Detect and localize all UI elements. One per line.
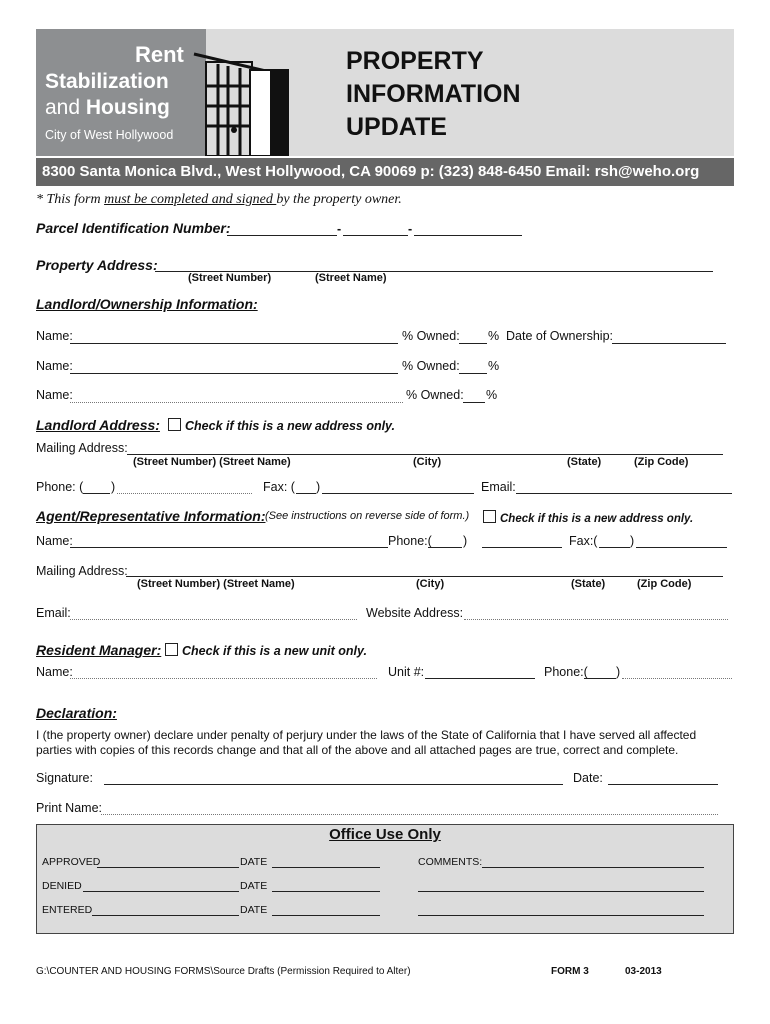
landlord-address-heading: Landlord Address: bbox=[36, 417, 160, 433]
caption-street-name: (Street Name) bbox=[315, 272, 387, 284]
footer-path: G:\COUNTER AND HOUSING FORMS\Source Drafts (Permission Required to Alter) bbox=[36, 966, 411, 977]
landlord-phone-area-field[interactable] bbox=[83, 493, 110, 494]
caption-city: (City) bbox=[416, 578, 445, 590]
resident-phone-paren: ) bbox=[616, 665, 621, 679]
landlord-fax-label: Fax: ( bbox=[263, 480, 295, 494]
checkbox-icon bbox=[165, 643, 178, 656]
building-icon bbox=[192, 48, 302, 156]
landlord-fax-paren: ) bbox=[316, 480, 321, 494]
caption-zip: (Zip Code) bbox=[634, 456, 689, 468]
owner3-owned-field[interactable] bbox=[463, 402, 485, 403]
entered-label: ENTERED bbox=[42, 904, 93, 916]
owner1-owned-field[interactable] bbox=[459, 343, 487, 344]
agent-fax-field[interactable] bbox=[636, 547, 727, 548]
contact-bar: 8300 Santa Monica Blvd., West Hollywood, CA 90069 p: (323) 848-6450 Email: rsh@weho.org bbox=[36, 158, 734, 186]
owner3-name-field[interactable] bbox=[70, 402, 403, 403]
resident-new-unit-checkbox[interactable]: Check if this is a new unit only. bbox=[165, 643, 367, 658]
owner1-owned-label: % Owned: bbox=[402, 329, 460, 343]
agent-email-field[interactable] bbox=[70, 619, 357, 620]
agent-phone-label: Phone:( bbox=[388, 534, 432, 548]
parcel-label: Parcel Identification Number: bbox=[36, 220, 231, 236]
print-name-field[interactable] bbox=[101, 814, 718, 815]
landlord-phone-label: Phone: ( bbox=[36, 480, 84, 494]
agent-website-label: Website Address: bbox=[366, 606, 464, 620]
parcel-field-3[interactable] bbox=[414, 235, 522, 236]
landlord-phone-paren: ) bbox=[111, 480, 116, 494]
print-name-label: Print Name: bbox=[36, 801, 102, 815]
approved-date-label: DATE bbox=[240, 856, 268, 868]
approved-label: APPROVED bbox=[42, 856, 101, 868]
resident-phone-area-field[interactable] bbox=[584, 678, 616, 679]
footer-form-date: 03-2013 bbox=[625, 966, 662, 977]
signature-label: Signature: bbox=[36, 771, 93, 785]
checkbox-icon bbox=[483, 510, 496, 523]
instruction-note: * This form must be completed and signed by the property owner. bbox=[36, 192, 402, 207]
agent-email-label: Email: bbox=[36, 606, 71, 620]
agent-website-field[interactable] bbox=[464, 619, 728, 620]
agent-mailing-field[interactable] bbox=[126, 576, 723, 577]
landlord-mailing-label: Mailing Address: bbox=[36, 441, 128, 455]
owner2-pct: % bbox=[488, 359, 500, 373]
signature-date-label: Date: bbox=[573, 771, 603, 785]
denied-date-field[interactable] bbox=[272, 891, 380, 892]
comments-label: COMMENTS: bbox=[418, 856, 483, 868]
agent-fax-label: Fax:( bbox=[569, 534, 598, 548]
owner3-pct: % bbox=[486, 388, 498, 402]
denied-field[interactable] bbox=[83, 891, 239, 892]
agent-phone-field[interactable] bbox=[482, 547, 562, 548]
denied-date-label: DATE bbox=[240, 880, 268, 892]
caption-street: (Street Number) (Street Name) bbox=[133, 456, 291, 468]
owner2-owned-field[interactable] bbox=[459, 373, 487, 374]
agent-phone-area-field[interactable] bbox=[428, 547, 462, 548]
logo-line-rent: Rent bbox=[135, 42, 184, 67]
owner2-owned-label: % Owned: bbox=[402, 359, 460, 373]
checkbox-icon bbox=[168, 418, 181, 431]
owner1-date-label: Date of Ownership: bbox=[506, 329, 613, 343]
comments-field-1[interactable] bbox=[482, 867, 704, 868]
landlord-mailing-field[interactable] bbox=[127, 454, 723, 455]
landlord-email-field[interactable] bbox=[516, 493, 732, 494]
parcel-sep-1: - bbox=[337, 222, 342, 236]
owner1-pct: % bbox=[488, 329, 500, 343]
office-use-title: Office Use Only bbox=[329, 826, 441, 843]
resident-phone-field[interactable] bbox=[622, 678, 732, 679]
caption-state: (State) bbox=[571, 578, 606, 590]
approved-date-field[interactable] bbox=[272, 867, 380, 868]
logo-line-housing: and Housing bbox=[45, 96, 170, 119]
owner1-name-field[interactable] bbox=[70, 343, 398, 344]
entered-date-field[interactable] bbox=[272, 915, 380, 916]
caption-city: (City) bbox=[413, 456, 442, 468]
resident-manager-heading: Resident Manager: bbox=[36, 642, 162, 658]
landlord-new-address-checkbox[interactable]: Check if this is a new address only. bbox=[168, 418, 395, 433]
owner3-owned-label: % Owned: bbox=[406, 388, 464, 402]
agent-phone-paren: ) bbox=[463, 534, 468, 548]
owner1-name-label: Name: bbox=[36, 329, 73, 343]
signature-date-field[interactable] bbox=[608, 784, 718, 785]
landlord-email-label: Email: bbox=[481, 480, 516, 494]
agent-fax-paren: ) bbox=[630, 534, 635, 548]
owner2-name-label: Name: bbox=[36, 359, 73, 373]
resident-phone-label: Phone:( bbox=[544, 665, 588, 679]
agent-mailing-label: Mailing Address: bbox=[36, 564, 128, 578]
caption-zip: (Zip Code) bbox=[637, 578, 692, 590]
landlord-fax-area-field[interactable] bbox=[296, 493, 316, 494]
landlord-fax-field[interactable] bbox=[322, 493, 474, 494]
owner3-name-label: Name: bbox=[36, 388, 73, 402]
caption-street-number: (Street Number) bbox=[188, 272, 272, 284]
agent-fax-area-field[interactable] bbox=[599, 547, 630, 548]
landlord-phone-field[interactable] bbox=[117, 493, 252, 494]
entered-field[interactable] bbox=[92, 915, 239, 916]
landlord-ownership-heading: Landlord/Ownership Information: bbox=[36, 296, 258, 312]
agent-name-label: Name: bbox=[36, 534, 73, 548]
approved-field[interactable] bbox=[97, 867, 239, 868]
owner1-date-field[interactable] bbox=[612, 343, 726, 344]
resident-name-label: Name: bbox=[36, 665, 73, 679]
comments-field-3[interactable] bbox=[418, 915, 704, 916]
denied-label: DENIED bbox=[42, 880, 82, 892]
parcel-sep-2: - bbox=[408, 222, 413, 236]
resident-name-field[interactable] bbox=[70, 678, 377, 679]
owner2-name-field[interactable] bbox=[70, 373, 398, 374]
declaration-text-1: I (the property owner) declare under penalty of perjury under the laws of the State of California that I have served all affected bbox=[36, 728, 697, 742]
parcel-field-1[interactable] bbox=[227, 235, 337, 236]
logo-line-stabilization: Stabilization bbox=[45, 70, 169, 93]
caption-state: (State) bbox=[567, 456, 602, 468]
resident-unit-field[interactable] bbox=[425, 678, 535, 679]
entered-date-label: DATE bbox=[240, 904, 268, 916]
caption-street: (Street Number) (Street Name) bbox=[137, 578, 295, 590]
declaration-heading: Declaration: bbox=[36, 705, 117, 721]
property-address-label: Property Address: bbox=[36, 257, 158, 273]
agent-heading: Agent/Representative Information: bbox=[36, 508, 266, 524]
agent-name-field[interactable] bbox=[70, 547, 388, 548]
resident-unit-label: Unit #: bbox=[388, 665, 425, 679]
logo-line-city: City of West Hollywood bbox=[45, 128, 174, 142]
parcel-field-2[interactable] bbox=[343, 235, 408, 236]
declaration-text-2: parties with copies of this records change and that all of the above and all attached pages are true, correct and complete. bbox=[36, 743, 679, 757]
agent-new-address-checkbox[interactable]: Check if this is a new address only. bbox=[483, 510, 693, 525]
footer-form-number: FORM 3 bbox=[551, 966, 589, 977]
comments-field-2[interactable] bbox=[418, 891, 704, 892]
agent-instructions: (See instructions on reverse side of form.) bbox=[265, 510, 470, 522]
signature-field[interactable] bbox=[104, 784, 563, 785]
form-title: PROPERTY INFORMATION UPDATE bbox=[346, 47, 521, 141]
